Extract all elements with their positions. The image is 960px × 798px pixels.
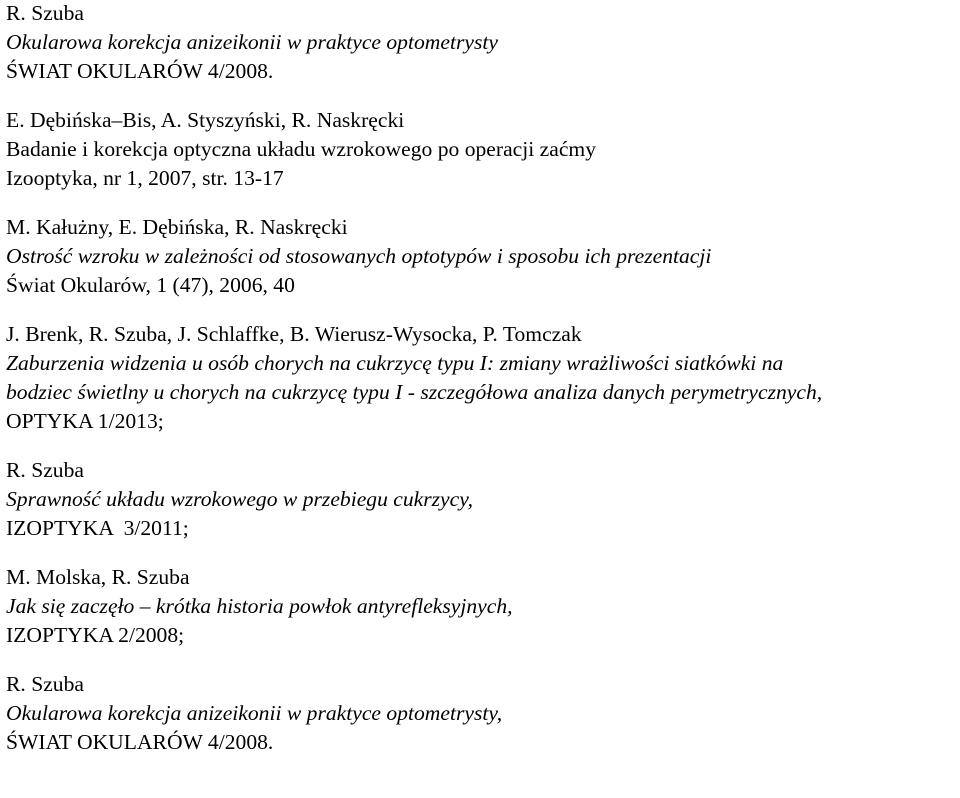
reference-source: IZOPTYKA 3/2011; xyxy=(6,516,189,540)
reference-title-line-1: Zaburzenia widzenia u osób chorych na cukrzycę typu I: zmiany wrażliwości siatkówki na xyxy=(6,351,784,375)
reference-entry xyxy=(6,320,956,436)
reference-entry xyxy=(6,456,956,543)
reference-title: Ostrość wzroku w zależności od stosowanych optotypów i sposobu ich prezentacji xyxy=(6,244,712,268)
reference-authors: R. Szuba xyxy=(6,1,84,25)
reference-authors: M. Molska, R. Szuba xyxy=(6,565,190,589)
reference-source: IZOPTYKA 2/2008; xyxy=(6,623,185,647)
reference-title: Jak się zaczęło – krótka historia powłok antyrefleksyjnych, xyxy=(6,594,513,618)
reference-entry xyxy=(6,670,956,757)
reference-authors: J. Brenk, R. Szuba, J. Schlaffke, B. Wierusz-Wysocka, P. Tomczak xyxy=(6,322,582,346)
reference-authors: E. Dębińska–Bis, A. Styszyński, R. Naskręcki xyxy=(6,108,405,132)
reference-source: Świat Okularów, 1 (47), 2006, 40 xyxy=(6,273,295,297)
reference-authors: R. Szuba xyxy=(6,458,84,482)
reference-authors: R. Szuba xyxy=(6,672,84,696)
reference-title: Okularowa korekcja anizeikonii w praktyce optometrysty, xyxy=(6,701,503,725)
reference-entry xyxy=(6,0,956,86)
reference-entry xyxy=(6,106,956,193)
reference-authors: M. Kałużny, E. Dębińska, R. Naskręcki xyxy=(6,215,348,239)
reference-source: ŚWIAT OKULARÓW 4/2008. xyxy=(6,59,274,83)
reference-entry xyxy=(6,563,956,650)
reference-source: ŚWIAT OKULARÓW 4/2008. xyxy=(6,730,274,754)
reference-entry xyxy=(6,213,956,300)
reference-title: Sprawność układu wzrokowego w przebiegu cukrzycy, xyxy=(6,487,474,511)
reference-title: Badanie i korekcja optyczna układu wzrokowego po operacji zaćmy xyxy=(6,137,596,161)
reference-source: OPTYKA 1/2013; xyxy=(6,409,164,433)
reference-list xyxy=(6,0,956,777)
reference-title: Okularowa korekcja anizeikonii w praktyce optometrysty xyxy=(6,30,498,54)
reference-source: Izooptyka, nr 1, 2007, str. 13-17 xyxy=(6,166,284,190)
reference-title-line-2: bodziec świetlny u chorych na cukrzycę typu I - szczegółowa analiza danych perymetrycznych, xyxy=(6,380,823,404)
